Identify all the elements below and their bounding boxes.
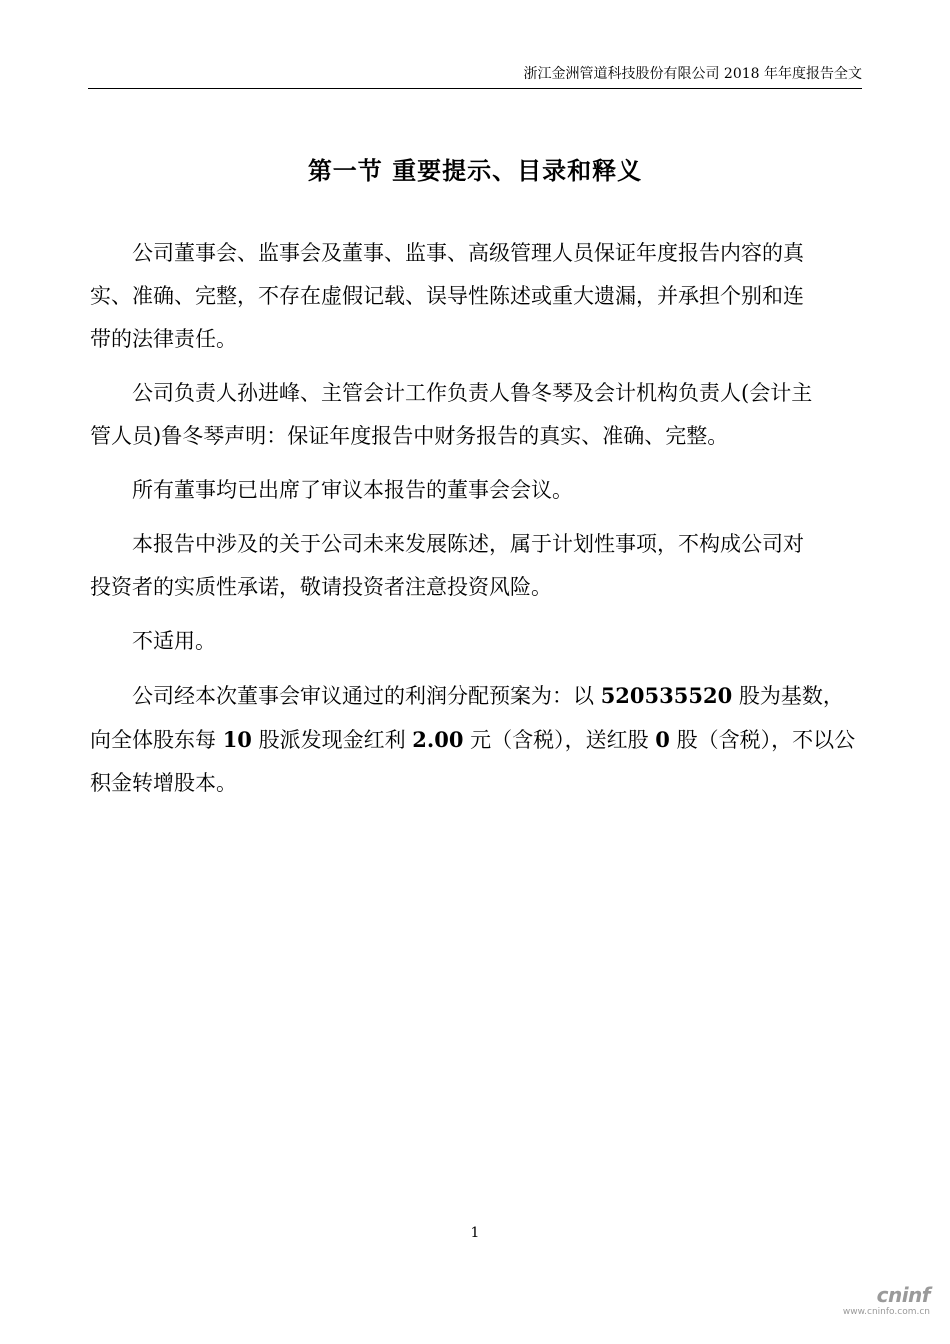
text-segment: 元（含税），送红股 bbox=[463, 728, 656, 752]
paragraph-responsibility-statement bbox=[90, 232, 860, 361]
text-segment: 股为基数， bbox=[732, 684, 844, 708]
paragraph-not-applicable bbox=[90, 620, 860, 663]
text-line bbox=[90, 718, 860, 762]
text-line: 投资者的实质性承诺，敬请投资者注意投资风险。 bbox=[90, 575, 552, 599]
text-line: 公司负责人孙进峰、主管会计工作负责人鲁冬琴及会计机构负责人(会计主 bbox=[132, 381, 813, 405]
text-line: 不适用。 bbox=[132, 629, 216, 653]
text-line: 本报告中涉及的关于公司未来发展陈述，属于计划性事项，不构成公司对 bbox=[132, 532, 804, 556]
document-body bbox=[90, 232, 860, 816]
text-segment: 公司经本次董事会审议通过的利润分配预案为：以 bbox=[132, 684, 601, 708]
text-segment: 向全体股东每 bbox=[90, 728, 223, 752]
share-base-number: 520535520 bbox=[600, 683, 733, 708]
bonus-shares-number: 0 bbox=[655, 727, 670, 752]
header-divider bbox=[88, 88, 862, 89]
paragraph-board-attendance bbox=[90, 469, 860, 512]
logo-wordmark: cninf bbox=[876, 1283, 930, 1307]
paragraph-financial-statement-declaration bbox=[90, 372, 860, 458]
per-shares-number: 10 bbox=[222, 727, 252, 752]
text-line: 积金转增股本。 bbox=[90, 771, 237, 795]
paragraph-forward-looking-disclaimer bbox=[90, 523, 860, 609]
text-line: 所有董事均已出席了审议本报告的董事会会议。 bbox=[132, 478, 573, 502]
section-title: 第一节 重要提示、目录和释义 bbox=[307, 156, 643, 185]
text-line: 公司董事会、监事会及董事、监事、高级管理人员保证年度报告内容的真 bbox=[132, 241, 804, 265]
text-line: 实、准确、完整，不存在虚假记载、误导性陈述或重大遗漏，并承担个别和连 bbox=[90, 284, 804, 308]
page-number: 1 bbox=[470, 1225, 480, 1241]
text-line bbox=[90, 674, 860, 718]
logo-url: www.cninfo.com.cn bbox=[842, 1307, 930, 1317]
cash-dividend-amount: 2.00 bbox=[412, 727, 464, 752]
paragraph-profit-distribution-plan bbox=[90, 674, 860, 805]
cninfo-logo bbox=[838, 1284, 930, 1326]
text-segment: 股（含税），不以公 bbox=[669, 728, 856, 752]
text-line: 带的法律责任。 bbox=[90, 327, 237, 351]
page-header: 浙江金洲管道科技股份有限公司 2018 年年度报告全文 bbox=[523, 66, 862, 82]
text-segment: 股派发现金红利 bbox=[251, 728, 413, 752]
text-line: 管人员)鲁冬琴声明：保证年度报告中财务报告的真实、准确、完整。 bbox=[90, 424, 729, 448]
